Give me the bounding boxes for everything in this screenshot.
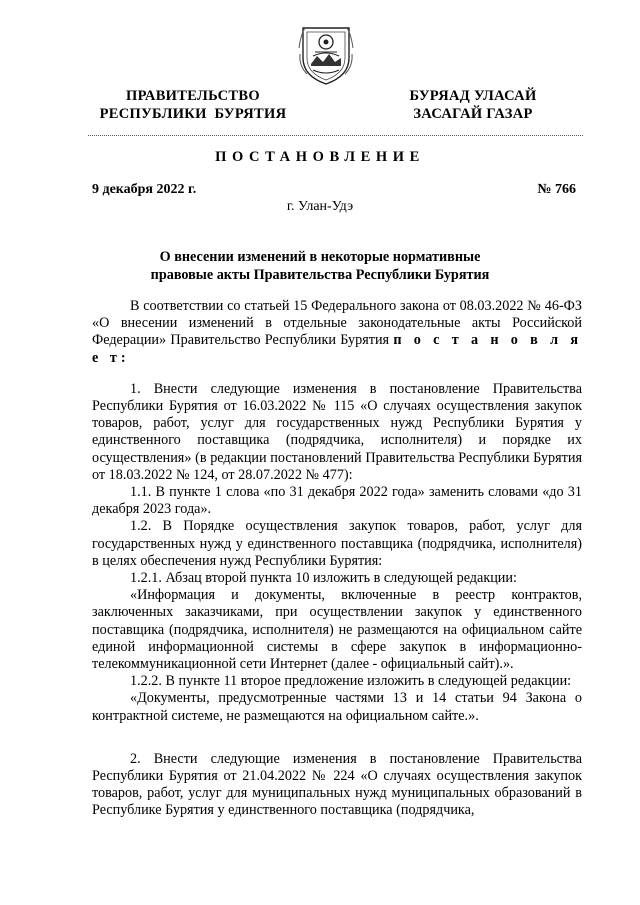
header-right-line2: ЗАСАГАЙ ГАЗАР [413,106,533,122]
document-type: ПОСТАНОВЛЕНИЕ [215,149,425,165]
paragraph-1: 1. Внести следующие изменения в постановление Правительства Республики Бурятия от 16.03.2022 № 115 «О случаях осуществления закупок товаров, работ, услуг для государственных нужд Республики Бурятия у единственного поставщика (подрядчика, исполнителя) и порядке их осуществления» (в редакции постановлений Правительства Республики Бурятия от 18.03.2022 № 124, от 28.07.2022 № 477): [92,380,582,483]
paragraph-1-2-2-quote: «Документы, предусмотренные частями 13 и 14 статьи 94 Закона о контрактной системе, не размещаются на официальном сайте.». [92,690,582,724]
paragraph-1-2: 1.2. В Порядке осуществления закупок товаров, работ, услуг для государственных нужд у единственного поставщика (подрядчика, исполнителя) в целях обеспечения нужд Республики Бурятия: [92,518,582,569]
title-line2: правовые акты Правительства Республики Бурятия [150,267,490,283]
document-body [92,298,582,820]
document-place: г. Улан-Удэ [286,199,354,214]
header-left-line1: ПРАВИТЕЛЬСТВО [126,88,260,104]
decree-word: п о с т а н о в л я е т: [92,332,582,366]
header-divider [88,135,583,136]
preamble-paragraph [92,298,582,367]
paragraph-1-2-1: 1.2.1. Абзац второй пункта 10 изложить в следующей редакции: [130,570,517,587]
preamble-text: В соответствии со статьей 15 Федерального закона от 08.03.2022 № 46-ФЗ «О внесении изменений в отдельные законодательные акты Российской Федерации» Правительство Республики Бурятия [92,298,582,349]
title-line1: О внесении изменений в некоторые нормативные [159,249,481,265]
coat-of-arms-emblem [297,18,355,86]
paragraph-2: 2. Внести следующие изменения в постановление Правительства Республики Бурятия от 21.04.2022 № 224 «О случаях осуществления закупок товаров, работ, услуг для муниципальных нужд муниципальных образований в Республике Бурятия у единственного поставщика (подрядчика, [92,750,582,819]
paragraph-1-1: 1.1. В пункте 1 слова «по 31 декабря 2022 года» заменить словами «до 31 декабря 2023 года». [92,484,582,518]
document-number: № 766 [537,182,576,197]
paragraph-1-2-2: 1.2.2. В пункте 11 второе предложение изложить в следующей редакции: [130,673,572,690]
government-name-buryat [393,87,553,123]
document-date: 9 декабря 2022 г. [92,182,197,197]
header-left-line2: РЕСПУБЛИКИ БУРЯТИЯ [99,106,287,122]
government-name-russian [88,87,298,123]
header-right-line1: БУРЯАД УЛАСАЙ [409,88,537,104]
paragraph-1-2-1-quote: «Информация и документы, включенные в реестр контрактов, заключенных заказчиками, при осуществлении закупок у единственного поставщика (подрядчика, исполнителя) не размещаются на официальном сайте единой информационной системы в сфере закупок в информационно-телекоммуникационной сети Интернет (далее - официальный сайт).». [92,587,582,673]
document-title [150,248,490,284]
